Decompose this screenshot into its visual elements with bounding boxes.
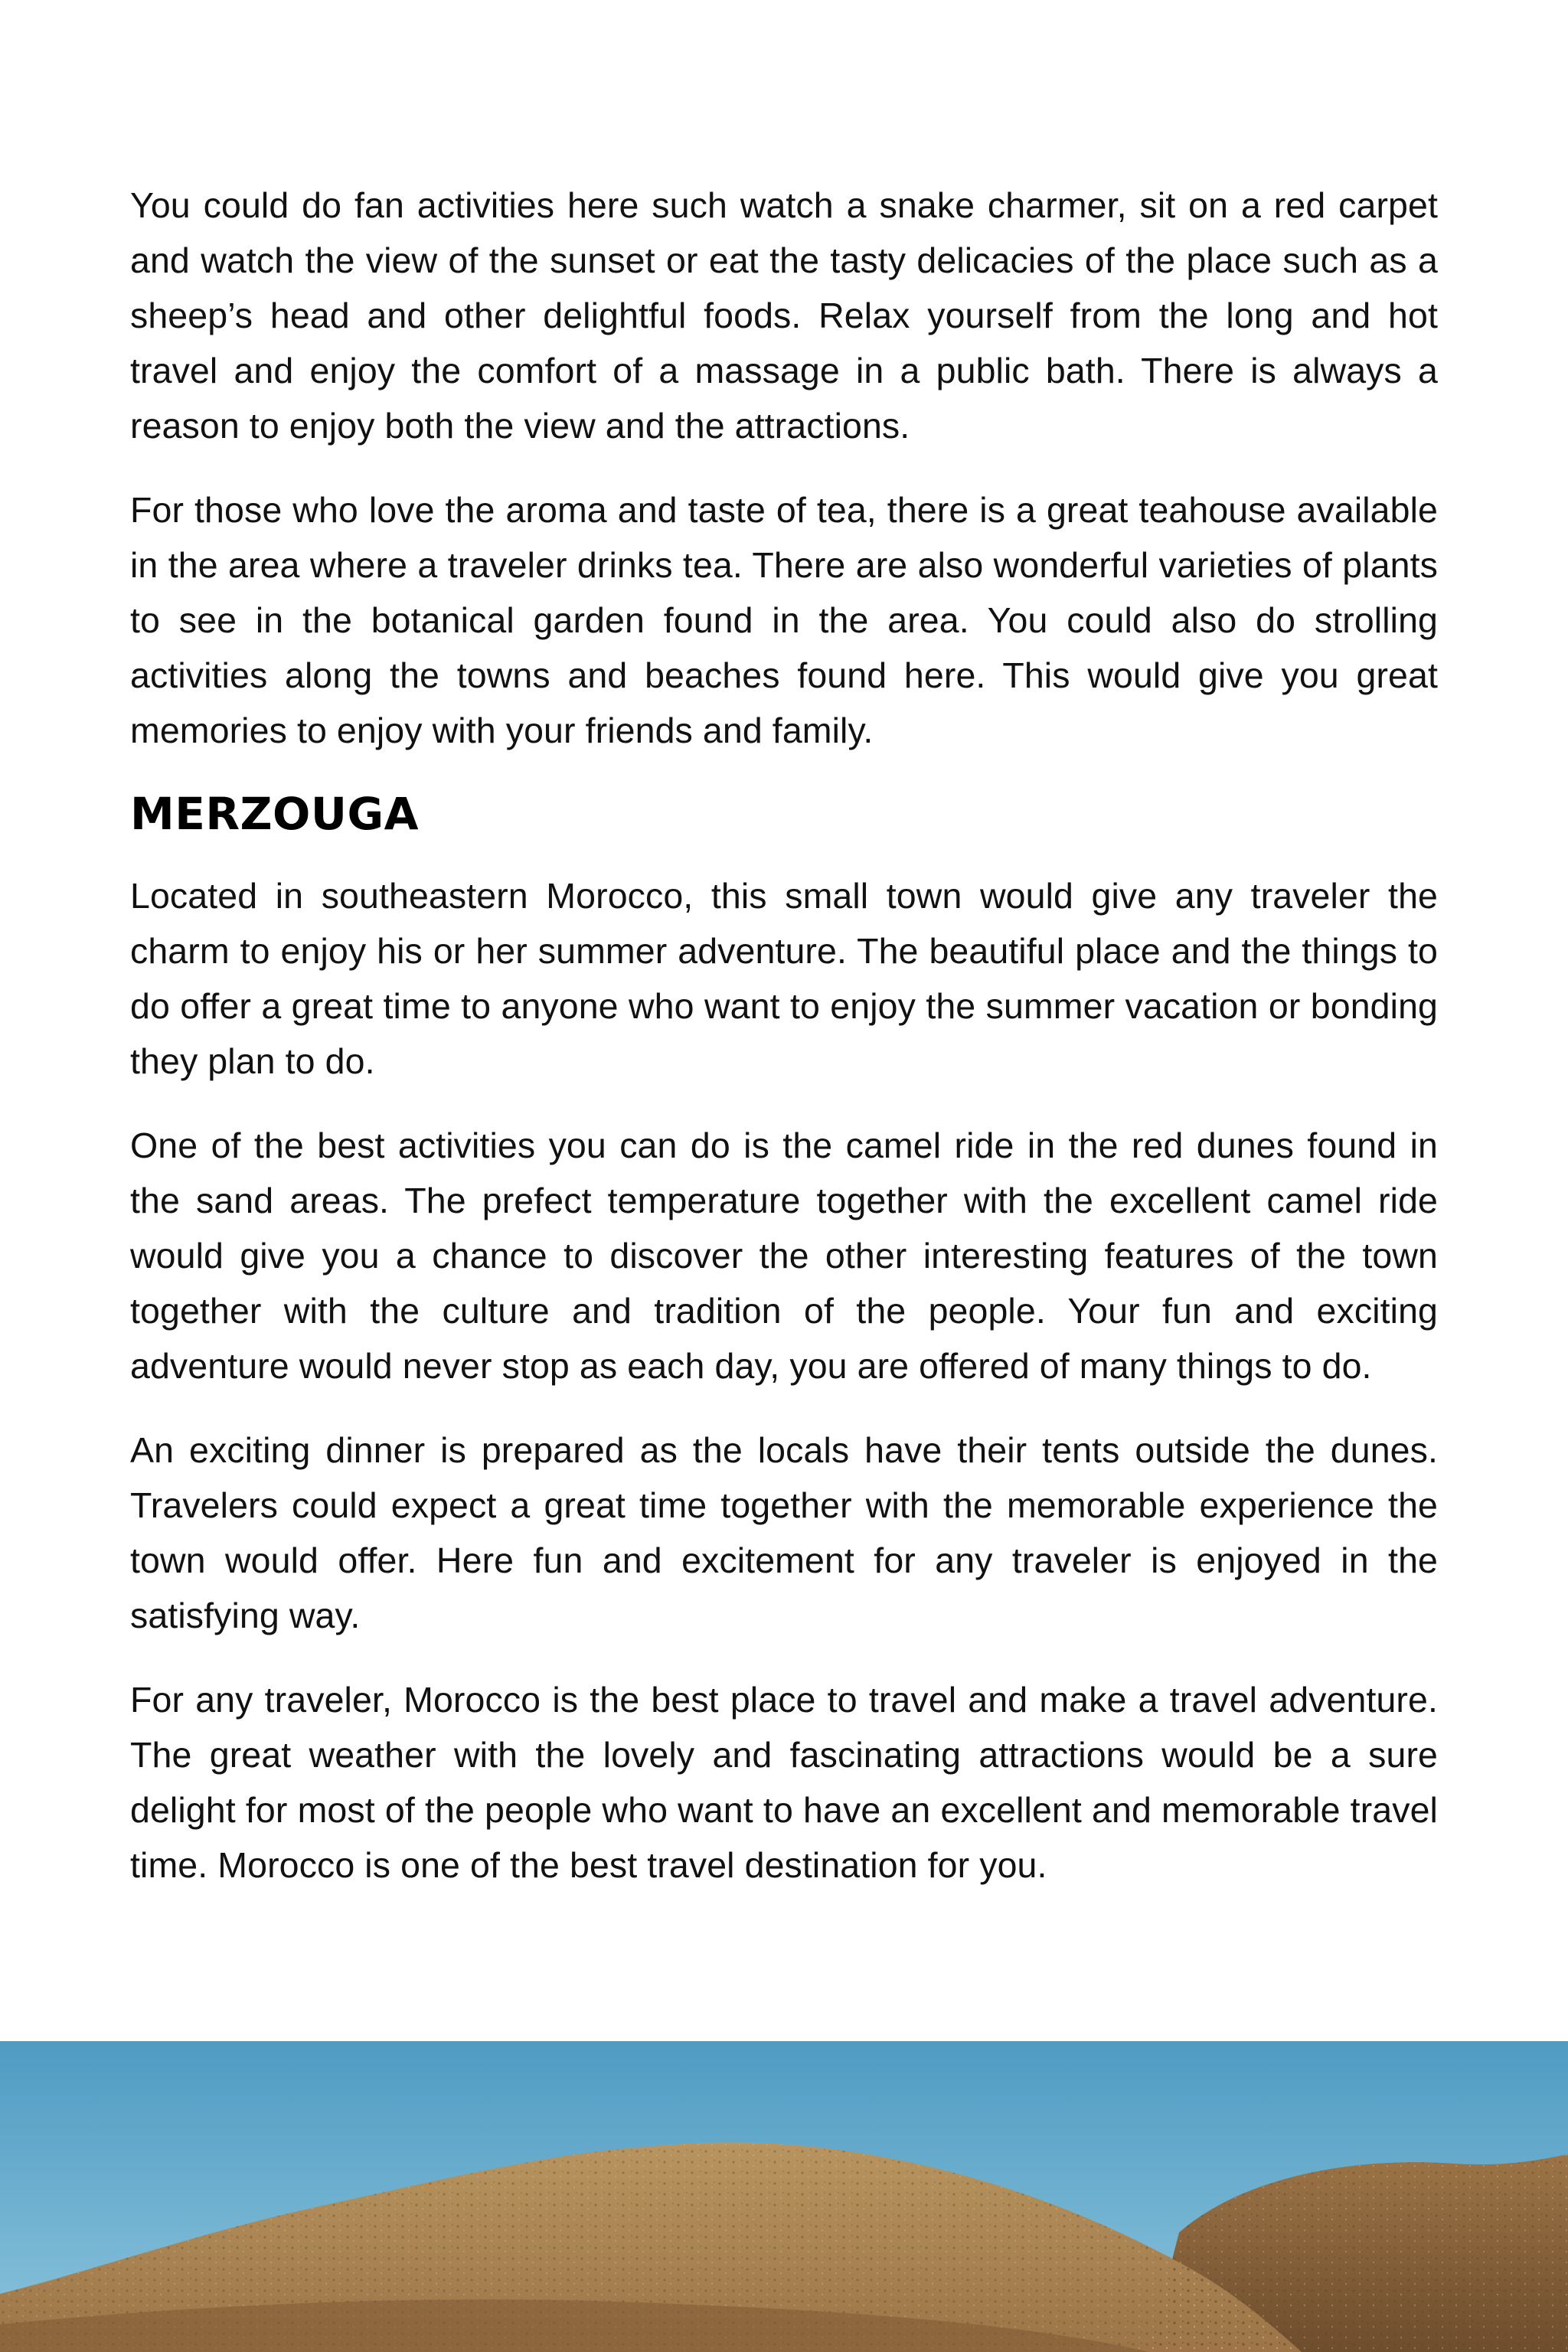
- paragraph-merzouga-intro: Located in southeastern Morocco, this small town would give any traveler the charm to enjoy his or her summer adventure. The beautiful place and the things to do offer a great time to anyone who want to enjoy the summer vacation or bonding they plan to do.: [130, 876, 1438, 1081]
- desert-hills-photo: [0, 2041, 1568, 2352]
- paragraph-conclusion: For any traveler, Morocco is the best place to travel and make a travel adventure. The great weather with the lovely and fascinating attractions would be a sure delight for most of the people who want to have an excellent and memorable travel time. Morocco is one of the best travel destination for you.: [130, 1680, 1438, 1885]
- paragraph-teahouse: For those who love the aroma and taste of tea, there is a great teahouse available in the area where a traveler drinks tea. There are also wonderful varieties of plants to see in the botanical garden found in the area. You could also do strolling activities along the towns and beaches found here. This would give you great memories to enjoy with your friends and family.: [130, 490, 1438, 750]
- article-body: [130, 178, 1438, 1922]
- paragraph-activities: You could do fan activities here such watch a snake charmer, sit on a red carpet and watch the view of the sunset or eat the tasty delicacies of the place such as a sheep’s head and other delightful foods. Relax yourself from the long and hot travel and enjoy the comfort of a massage in a public bath. There is always a reason to enjoy both the view and the attractions.: [130, 185, 1438, 446]
- section-heading-merzouga: MERZOUGA: [130, 788, 419, 840]
- paragraph-camel-ride: One of the best activities you can do is the camel ride in the red dunes found in the sand areas. The prefect temperature together with the excellent camel ride would give you a chance to discover the other interesting features of the town together with the culture and tradition of the people. Your fun and exciting adventure would never stop as each day, you are offered of many things to do.: [130, 1125, 1438, 1386]
- landscape-illustration: [0, 2041, 1568, 2352]
- paragraph-dinner: An exciting dinner is prepared as the locals have their tents outside the dunes. Travelers could expect a great time together with the memorable experience the town would offer. Here fun and excitement for any traveler is enjoyed in the satisfying way.: [130, 1430, 1438, 1635]
